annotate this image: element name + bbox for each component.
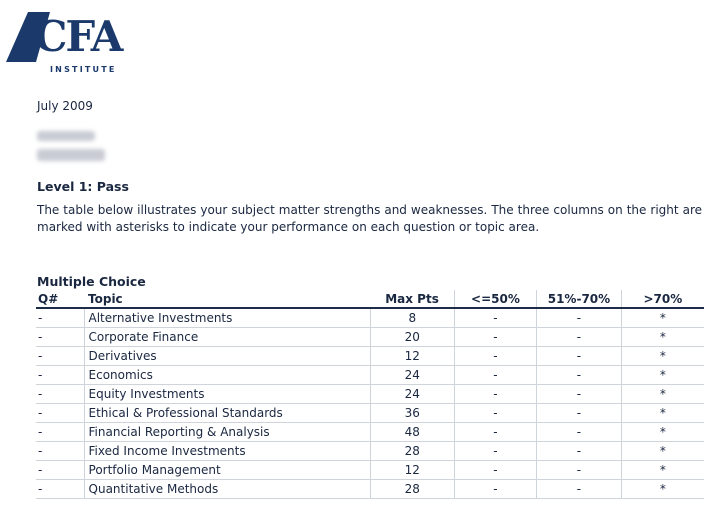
cell-topic: Ethical & Professional Standards — [84, 404, 370, 423]
cell-51-70: - — [537, 461, 622, 480]
logo-text: CFA — [34, 12, 122, 61]
cell-le-50: - — [454, 480, 536, 499]
header-q: Q# — [36, 290, 84, 308]
header-le-50: <=50% — [454, 290, 536, 308]
cell-51-70: - — [537, 366, 622, 385]
cell-51-70: - — [537, 480, 622, 499]
cell-topic: Portfolio Management — [84, 461, 370, 480]
cell-le-50: - — [454, 461, 536, 480]
cell-gt-70: * — [621, 385, 704, 404]
cell-question: - — [36, 385, 84, 404]
cell-le-50: - — [454, 347, 536, 366]
cell-question: - — [36, 404, 84, 423]
table-row — [36, 480, 704, 499]
cell-gt-70: * — [621, 404, 704, 423]
cell-gt-70: * — [621, 461, 704, 480]
table-row — [36, 366, 704, 385]
intro-paragraph: The table below illustrates your subject matter strengths and weaknesses. The three columns on the right are marked with asterisks to indicate your performance on each question or topic area. — [37, 203, 702, 234]
results-table — [36, 290, 704, 499]
cell-gt-70: * — [621, 308, 704, 328]
cell-topic: Equity Investments — [84, 385, 370, 404]
redacted-candidate-name — [37, 149, 105, 161]
header-max-pts: Max Pts — [370, 290, 454, 308]
table-row — [36, 461, 704, 480]
cell-question: - — [36, 480, 84, 499]
report-date: July 2009 — [37, 99, 93, 113]
cell-max-pts: 8 — [370, 308, 454, 328]
cell-le-50: - — [454, 328, 536, 347]
cell-topic: Corporate Finance — [84, 328, 370, 347]
cell-gt-70: * — [621, 423, 704, 442]
table-row — [36, 385, 704, 404]
cell-51-70: - — [537, 308, 622, 328]
table-row — [36, 404, 704, 423]
cell-51-70: - — [537, 385, 622, 404]
cell-le-50: - — [454, 442, 536, 461]
logo-subtitle: INSTITUTE — [50, 65, 117, 74]
cell-question: - — [36, 328, 84, 347]
cell-le-50: - — [454, 423, 536, 442]
cell-topic: Alternative Investments — [84, 308, 370, 328]
header-topic: Topic — [84, 290, 370, 308]
cell-gt-70: * — [621, 442, 704, 461]
table-header-row — [36, 290, 704, 308]
cell-gt-70: * — [621, 347, 704, 366]
cfa-institute-logo — [6, 12, 130, 74]
level-result-heading: Level 1: Pass — [37, 179, 129, 194]
cell-question: - — [36, 366, 84, 385]
header-51-70: 51%-70% — [537, 290, 622, 308]
cell-topic: Financial Reporting & Analysis — [84, 423, 370, 442]
table-row — [36, 347, 704, 366]
cell-max-pts: 28 — [370, 442, 454, 461]
cell-le-50: - — [454, 366, 536, 385]
cell-51-70: - — [537, 404, 622, 423]
section-title: Multiple Choice — [37, 274, 146, 289]
cell-max-pts: 28 — [370, 480, 454, 499]
cell-max-pts: 12 — [370, 461, 454, 480]
cell-51-70: - — [537, 328, 622, 347]
cell-question: - — [36, 423, 84, 442]
cell-topic: Derivatives — [84, 347, 370, 366]
cell-topic: Fixed Income Investments — [84, 442, 370, 461]
table-row — [36, 423, 704, 442]
cell-max-pts: 20 — [370, 328, 454, 347]
cell-topic: Quantitative Methods — [84, 480, 370, 499]
cell-max-pts: 24 — [370, 385, 454, 404]
cell-le-50: - — [454, 404, 536, 423]
cell-max-pts: 36 — [370, 404, 454, 423]
cell-question: - — [36, 308, 84, 328]
cell-max-pts: 24 — [370, 366, 454, 385]
cell-gt-70: * — [621, 328, 704, 347]
cell-question: - — [36, 461, 84, 480]
header-gt-70: >70% — [621, 290, 704, 308]
cell-51-70: - — [537, 347, 622, 366]
cell-51-70: - — [537, 423, 622, 442]
cell-topic: Economics — [84, 366, 370, 385]
table-row — [36, 308, 704, 328]
cell-51-70: - — [537, 442, 622, 461]
cell-max-pts: 48 — [370, 423, 454, 442]
cell-le-50: - — [454, 308, 536, 328]
cell-max-pts: 12 — [370, 347, 454, 366]
table-row — [36, 328, 704, 347]
cell-gt-70: * — [621, 366, 704, 385]
cell-le-50: - — [454, 385, 536, 404]
cell-question: - — [36, 442, 84, 461]
redacted-candidate-id — [37, 131, 95, 141]
cell-question: - — [36, 347, 84, 366]
table-row — [36, 442, 704, 461]
cell-gt-70: * — [621, 480, 704, 499]
